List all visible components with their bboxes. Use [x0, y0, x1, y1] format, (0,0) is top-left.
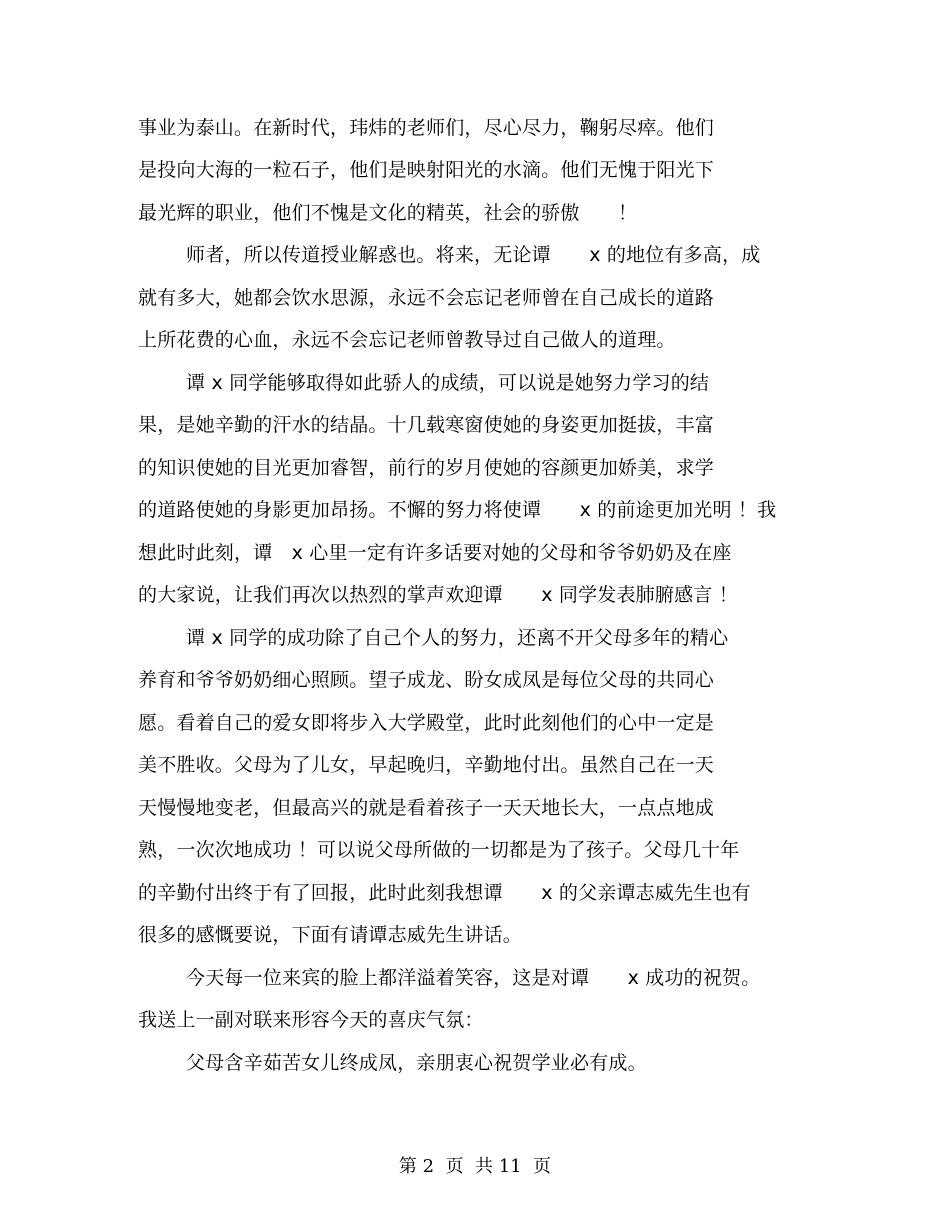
text-line: 美不胜收。父母为了儿女，早起晚归，辛勤地付出。虽然自己在一天	[138, 754, 715, 776]
page-number-footer: 第 2 页 共 11 页	[398, 1156, 552, 1177]
paragraph-first-line: 今天每一位来宾的脸上都洋溢着笑容，这是对谭 x 成功的祝贺。	[186, 967, 761, 989]
text-line: 很多的感慨要说，下面有请谭志威先生讲话。	[138, 924, 523, 946]
text-line: 就有多大，她都会饮水思源，永远不会忘记老师曾在自己成长的道路	[138, 287, 715, 309]
text-line: 是投向大海的一粒石子，他们是映射阳光的水滴。他们无愧于阳光下	[138, 159, 715, 181]
text-line: 事业为泰山。在新时代，玮炜的老师们，尽心尽力，鞠躬尽瘁。他们	[138, 117, 715, 139]
paragraph-first-line: 谭 x 同学的成功除了自己个人的努力，还离不开父母多年的精心	[186, 627, 729, 649]
text-line: 的道路使她的身影更加昂扬。不懈的努力将使谭 x 的前途更加光明 ！我	[138, 499, 777, 521]
text-line: 上所花费的心血，永远不会忘记老师曾教导过自己做人的道理。	[138, 329, 676, 351]
text-line: 天慢慢地变老，但最高兴的就是看着孩子一天天地长大，一点点地成	[138, 797, 715, 819]
text-line: 愿。看着自己的爱女即将步入大学殿堂，此时此刻他们的心中一定是	[138, 712, 715, 734]
text-line: 的辛勤付出终于有了回报，此时此刻我想谭 x 的父亲谭志威先生也有	[138, 882, 751, 904]
paragraph-first-line: 师者，所以传道授业解惑也。将来，无论谭 x 的地位有多高，成	[186, 244, 761, 266]
text-line: 果，是她辛勤的汗水的结晶。十几载寒窗使她的身姿更加挺拔，丰富	[138, 414, 715, 436]
paragraph-first-line: 谭 x 同学能够取得如此骄人的成绩，可以说是她努力学习的结	[186, 372, 710, 394]
couplet-line: 父母含辛茹苦女儿终成凤，亲朋衷心祝贺学业必有成。	[186, 1052, 647, 1074]
text-line: 熟，一次次地成功 ！可以说父母所做的一切都是为了孩子。父母几十年	[138, 839, 740, 861]
text-line: 养育和爷爷奶奶细心照顾。望子成龙、盼女成凤是每位父母的共同心	[138, 669, 715, 691]
text-line: 我送上一副对联来形容今天的喜庆气氛：	[138, 1009, 484, 1031]
text-line: 的知识使她的目光更加睿智，前行的岁月使她的容颜更加娇美，求学	[138, 457, 715, 479]
text-line: 最光辉的职业，他们不愧是文化的精英，社会的骄傲 ！	[138, 202, 638, 224]
text-line: 想此时此刻，谭 x 心里一定有许多话要对她的父母和爷爷奶奶及在座	[138, 542, 732, 564]
text-line: 的大家说，让我们再次以热烈的掌声欢迎谭 x 同学发表肺腑感言 ！	[138, 584, 738, 606]
